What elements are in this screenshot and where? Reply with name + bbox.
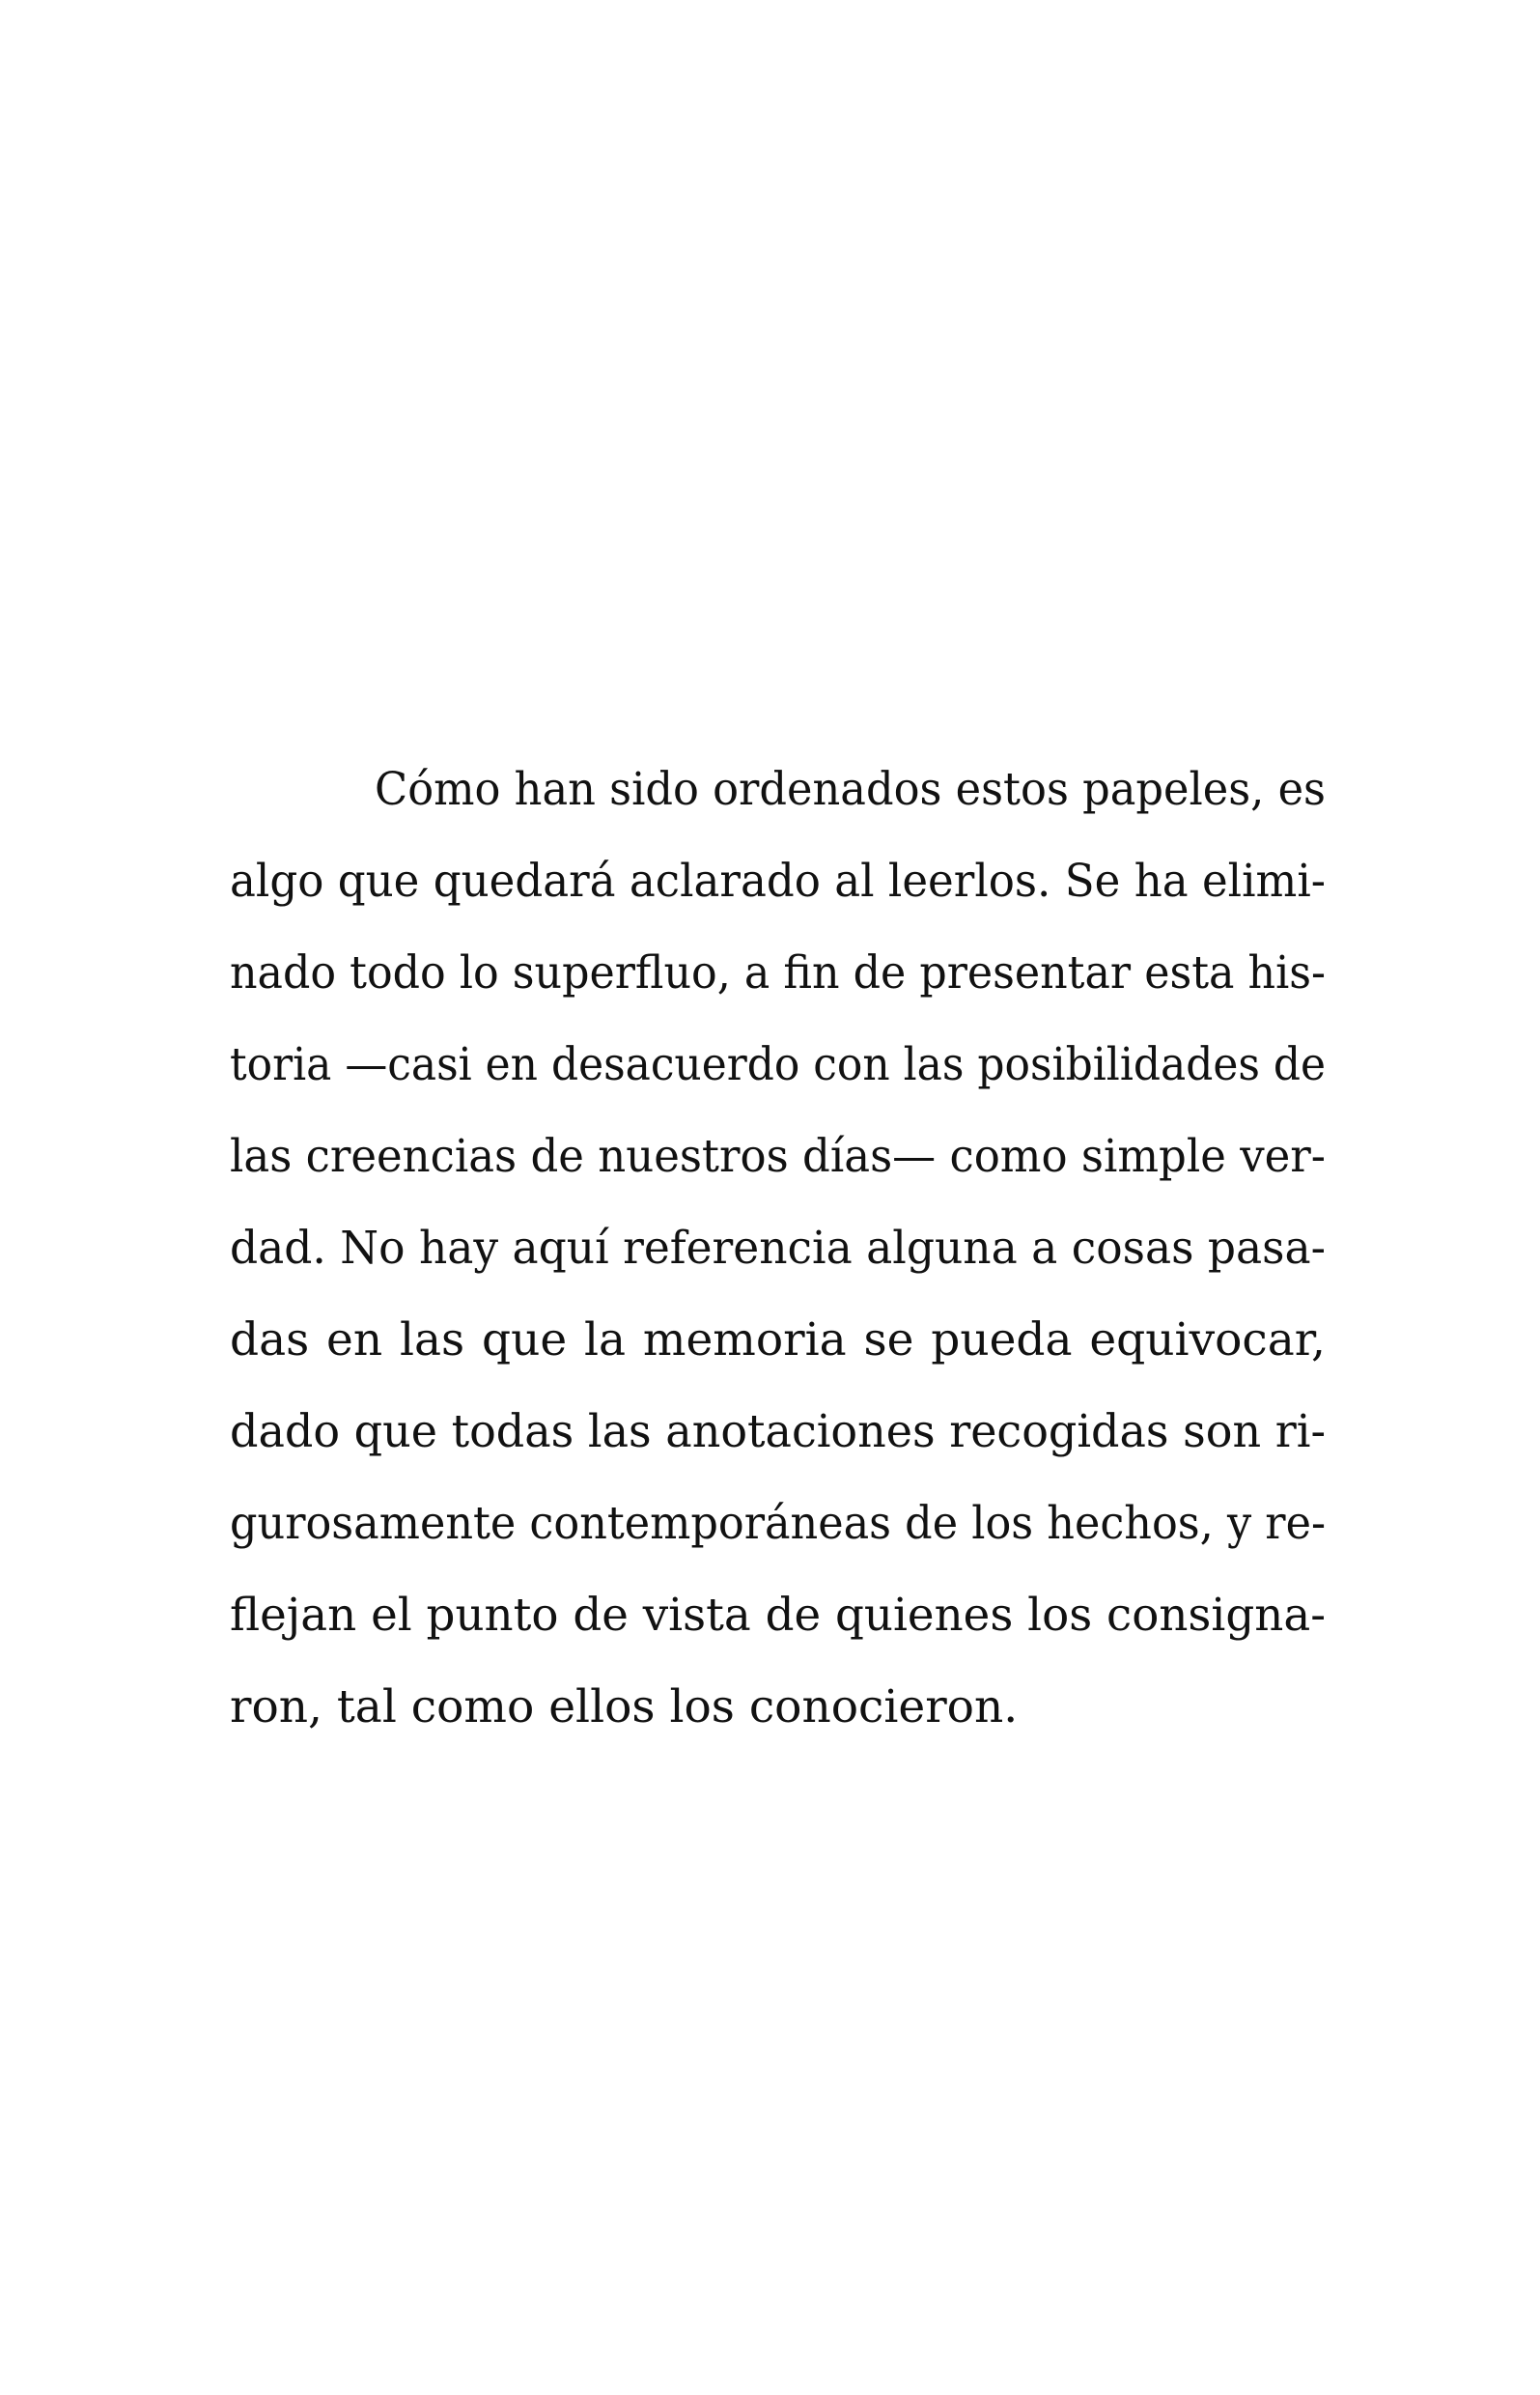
paragraph-line: ron, tal como ellos los conocieron. [230,1680,1019,1733]
paragraph-line: flejan el punto de vista de quienes los consigna- [230,1589,1326,1642]
body-paragraph [230,744,1326,1753]
paragraph-line: las creencias de nuestros días— como simple ver- [230,1130,1326,1183]
paragraph-line: dad. No hay aquí referencia alguna a cosas pasa- [230,1222,1326,1275]
paragraph-line: algo que quedará aclarado al leerlos. Se ha elimi- [230,855,1326,908]
paragraph-line: dado que todas las anotaciones recogidas son ri- [230,1405,1326,1458]
paragraph-line: Cómo han sido ordenados estos papeles, es [375,763,1326,816]
paragraph-line: gurosamente contemporáneas de los hechos, y re- [230,1497,1326,1550]
paragraph-line: toria —casi en desacuerdo con las posibilidades de [230,1038,1326,1091]
paragraph-line: das en las que la memoria se pueda equivocar, [230,1313,1326,1367]
paragraph-line: nado todo lo superfluo, a fin de presentar esta his- [230,946,1326,1000]
